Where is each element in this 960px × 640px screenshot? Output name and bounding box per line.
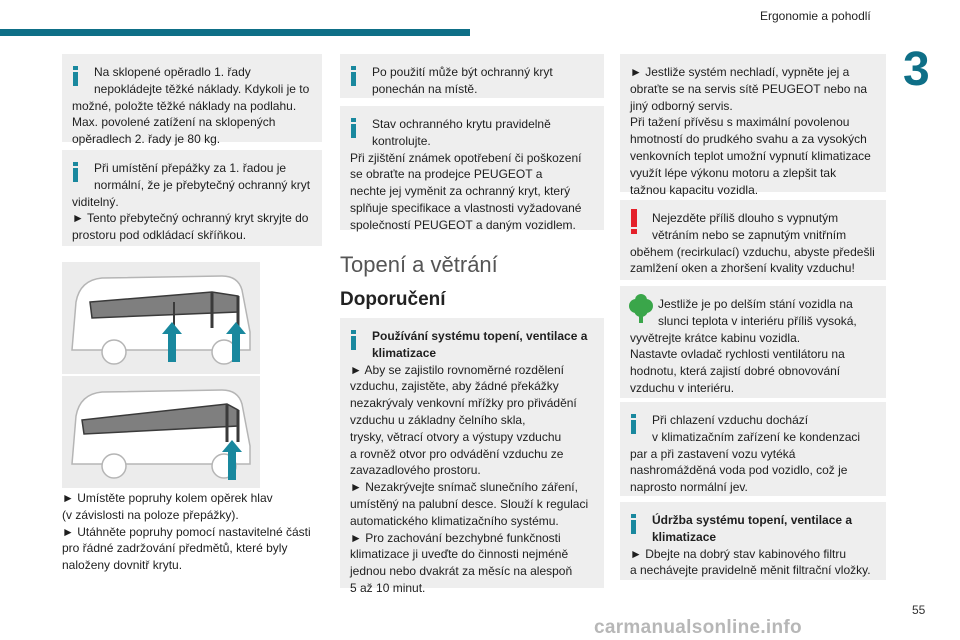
box-text: společností PEUGEOT a daným vozidlem.: [350, 217, 576, 232]
box-text: Nejezděte příliš dlouho s vypnutým: [652, 211, 839, 225]
strap-instructions: [62, 490, 322, 574]
box-heading: klimatizace: [372, 345, 437, 360]
info-icon: [630, 414, 637, 434]
box-text: vyvětrejte krátce kabinu vozidla.: [630, 330, 801, 345]
eco-box-ventilate: [620, 286, 886, 398]
box-text: ► Aby se zajistilo rovnoměrné rozdělení: [350, 362, 564, 377]
box-text: v klimatizačním zařízení ke kondenzaci: [652, 429, 861, 444]
box-text: nezakrývaly venkovní mřížky pro přivádění: [350, 396, 577, 411]
box-text: nechte jej vyměnit za ochranný kryt, který: [350, 184, 571, 199]
box-text: vzduchu u základny čelního skla,: [350, 412, 526, 427]
header-accent-bar: [0, 29, 470, 36]
box-text: jiný odborný servis.: [630, 98, 733, 113]
instruction-line: naloženy dovnitř krytu.: [62, 558, 183, 573]
instruction-line: ► Utáhněte popruhy pomocí nastavitelné části: [62, 524, 311, 539]
info-icon: [630, 514, 637, 534]
box-text: slunci teplota v interiéru příliš vysoká,: [658, 313, 857, 328]
box-text: vzduchu, zajistěte, aby žádné překážky: [350, 379, 559, 394]
info-icon: [350, 330, 357, 350]
box-text: hodnotu, která zajistí dobré obnovování: [630, 364, 841, 379]
box-text: nepokládejte těžké náklady. Kdykoli je to: [94, 81, 310, 96]
info-box-condensation: [620, 402, 886, 496]
section-title-header: Ergonomie a pohodlí: [760, 9, 871, 23]
box-text: Při zjištění známek opotřebení či poškození: [350, 150, 582, 165]
info-box-maintenance: [620, 502, 886, 580]
box-text: ponechán na místě.: [372, 81, 478, 96]
box-text: ► Jestliže systém nechladí, vypněte jej a: [630, 65, 850, 79]
box-text: 5 až 10 minut.: [350, 580, 426, 595]
info-box-no-cooling: [620, 54, 886, 197]
box-text: ► Dbejte na dobrý stav kabinového filtru: [630, 546, 846, 561]
box-text: se obraťte na prodejce PEUGEOT a: [350, 167, 543, 182]
info-box-partition: [62, 150, 322, 246]
box-text: Při chlazení vzduchu dochází: [652, 413, 809, 427]
box-text: opěradlech 2. řady je 80 kg.: [72, 132, 221, 147]
warning-icon: [631, 209, 637, 235]
box-text: a nechávejte pravidelně měnit filtrační vložky.: [630, 563, 871, 578]
box-text: Jestliže je po delším stání vozidla na: [658, 297, 853, 311]
box-text: klimatizace ji uveďte do činnosti nejméně: [350, 547, 569, 562]
box-text: splňuje specifikace a vlastnosti vyžadované: [350, 200, 582, 215]
box-text: zavazadlového prostoru.: [350, 463, 481, 478]
car-cover-illustration-top: [62, 262, 260, 374]
info-icon: [72, 66, 79, 86]
instruction-line: pro řádné zadržování předmětů, které byly: [62, 541, 288, 556]
box-text: hmotností do prudkého svahu a za vysokých: [630, 132, 867, 147]
watermark-text: carmanualsonline.info: [594, 617, 802, 638]
box-text: kontrolujte.: [372, 133, 431, 148]
box-text: trysky, větrací otvory a výstupy vzduchu: [350, 429, 562, 444]
box-text: využít lépe výkonu motoru a zlepšit tak: [630, 165, 837, 180]
box-heading: klimatizace: [652, 529, 717, 544]
box-heading: Používání systému topení, ventilace a: [372, 329, 588, 343]
info-icon: [350, 66, 357, 86]
box-text: ► Nezakrývejte snímač slunečního záření,: [350, 480, 578, 495]
box-text: vzduchu v interiéru.: [630, 380, 735, 395]
info-icon: [72, 162, 79, 182]
box-text: prostoru pod odkládací skříňkou.: [72, 228, 247, 243]
box-text: venkovních teplot umožní vypnutí klimatizace: [630, 148, 871, 163]
box-text: Při tažení přívěsu s maximální povolenou: [630, 115, 850, 130]
box-text: automatického klimatizačního systému.: [350, 513, 559, 528]
instruction-line: ► Umístěte popruhy kolem opěrek hlav: [62, 491, 273, 505]
box-text: naprosto normální jev.: [630, 480, 748, 495]
box-text: nashromážděná voda pod vozidlo, což je: [630, 463, 848, 478]
box-text: tažnou kapacitu vozidla.: [630, 182, 759, 197]
box-text: možné, položte těžké náklady na podlahu.: [72, 98, 297, 113]
box-text: Po použití může být ochranný kryt: [372, 65, 553, 79]
instruction-line: (v závislosti na poloze přepážky).: [62, 507, 239, 522]
box-text: větráním nebo se zapnutým vnitřním: [652, 227, 847, 242]
section-heading: Topení a větrání: [340, 252, 498, 277]
box-text: jednou nebo dvakrát za měsíc na alespoň: [350, 564, 573, 579]
info-icon: [350, 118, 357, 138]
box-text: normální, že je přebytečný ochranný kryt: [94, 177, 311, 192]
info-box-cover-left: [340, 54, 604, 98]
box-text: Max. povolené zatížení na sklopených: [72, 115, 276, 130]
info-box-load: [62, 54, 322, 147]
page-number: 55: [912, 603, 926, 617]
box-text: Na sklopené opěradlo 1. řady: [94, 65, 251, 79]
box-text: Nastavte ovladač rychlosti ventilátoru na: [630, 347, 845, 362]
box-text: ► Pro zachování bezchybné funkčnosti: [350, 530, 561, 545]
chapter-number: 3: [903, 43, 930, 96]
warning-box-recirculation: [620, 200, 886, 280]
box-text: a rovněž otvor pro odvádění vzduchu ze: [350, 446, 564, 461]
box-text: obraťte se na servis sítě PEUGEOT nebo na: [630, 81, 868, 96]
info-box-cover-check: [340, 106, 604, 230]
subsection-heading: Doporučení: [340, 289, 446, 310]
car-cover-illustration-bottom: [62, 376, 260, 488]
box-text: viditelný.: [72, 194, 119, 209]
box-text: ► Tento přebytečný ochranný kryt skryjte do: [72, 211, 309, 226]
box-text: oběhem (recirkulací) vzduchu, abyste předešli: [630, 244, 875, 259]
info-box-ventilation: [340, 318, 604, 595]
box-text: Stav ochranného krytu pravidelně: [372, 117, 551, 131]
box-heading: Údržba systému topení, ventilace a: [652, 513, 853, 527]
tree-eco-icon: [628, 294, 654, 324]
box-text: par a při zastavení vozu vytéká: [630, 446, 796, 461]
box-text: umístěný na palubní desce. Slouží k regulaci: [350, 496, 589, 511]
box-text: zamlžení oken a zhoršení kvality vzduchu!: [630, 261, 855, 276]
box-text: Při umístění přepážky za 1. řadou je: [94, 161, 287, 175]
